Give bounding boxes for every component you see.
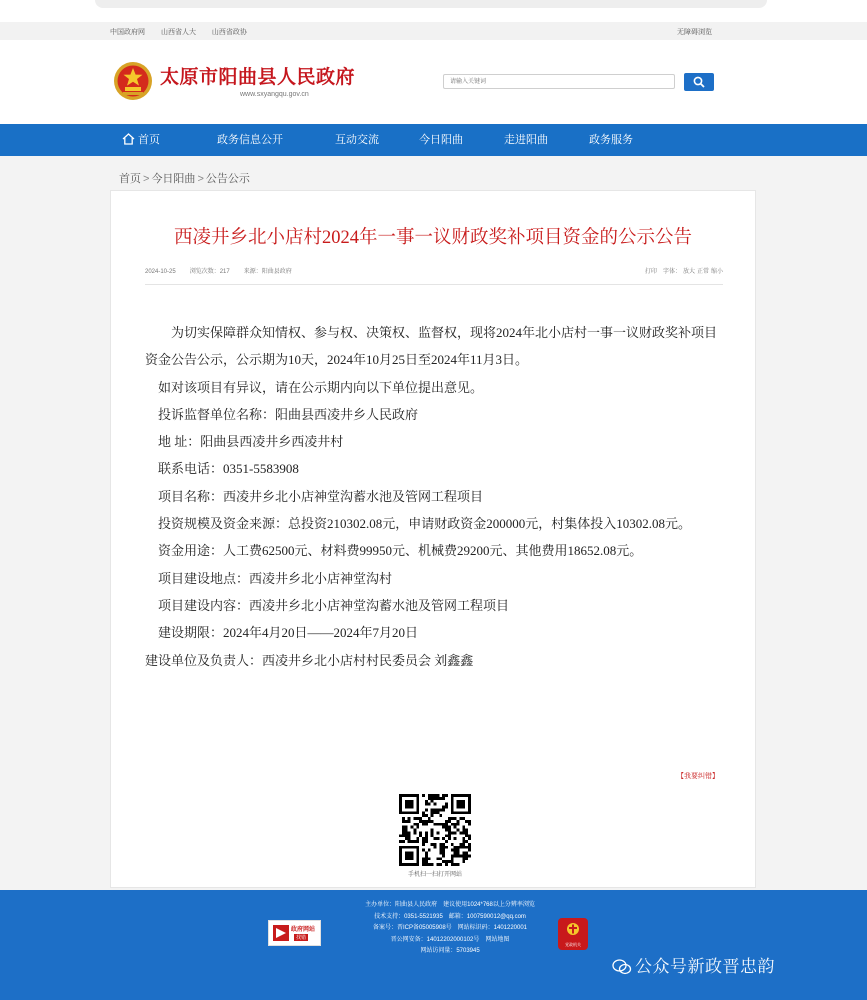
party-badge-label: 党政机关 <box>565 942 581 947</box>
paragraph-content: 项目建设内容：西凌井乡北小店神堂沟蓄水池及管网工程项目 <box>158 597 510 613</box>
accessibility-link[interactable]: 无障碍浏览 <box>677 29 712 36</box>
paragraph-objection: 如对该项目有异议，请在公示期内向以下单位提出意见。 <box>158 379 484 395</box>
breadcrumb-home[interactable]: 首页 <box>119 173 141 185</box>
wechat-icon <box>612 959 632 975</box>
breadcrumb-separator: > <box>197 173 204 185</box>
site-footer <box>0 890 867 1000</box>
top-link-cppcc[interactable]: 山西省政协 <box>211 29 247 36</box>
paragraph-supervisor: 投诉监督单位名称：阳曲县西凌井乡人民政府 <box>158 406 419 422</box>
publish-date: 2024-10-25 <box>145 269 176 275</box>
breadcrumb-notices[interactable]: 公告公示 <box>205 173 250 185</box>
site-header <box>0 40 867 125</box>
main-nav <box>0 124 867 156</box>
footer-police-record[interactable]: 晋公网安备：14012202000102号 网站地图 <box>390 936 510 943</box>
footer-sponsor: 主办单位：阳曲县人民政府 建议使用1024*768以上分辨率浏览 <box>365 902 535 908</box>
article-body <box>145 319 727 674</box>
top-link-bar <box>0 22 867 40</box>
search-icon <box>693 76 705 88</box>
view-count-value: 217 <box>219 269 230 275</box>
font-small-button[interactable]: 缩小 <box>710 269 723 275</box>
gov-site-badge[interactable] <box>268 920 321 946</box>
footer-icp: 备案号：晋ICP备05005908号 网站标识码：1401220001 <box>372 925 528 931</box>
paragraph-project-name: 项目名称：西凌井乡北小店神堂沟蓄水池及管网工程项目 <box>158 488 484 504</box>
paragraph-period: 建设期限：2024年4月20日——2024年7月20日 <box>158 625 419 641</box>
source-label: 来源： <box>243 269 262 275</box>
footer-info <box>320 900 580 958</box>
print-button[interactable]: 打印 <box>644 269 657 275</box>
article-panel <box>110 190 756 888</box>
national-emblem-icon <box>113 61 153 101</box>
nav-gov-services[interactable]: 政务服务 <box>589 134 633 146</box>
nav-info-disclosure[interactable]: 政务信息公开 <box>217 134 283 146</box>
gov-site-badge-icon <box>272 924 290 942</box>
gov-badge-sub: 找错 <box>296 935 307 941</box>
nav-about-yangqu[interactable]: 走进阳曲 <box>504 134 548 146</box>
watermark-text: 公众号新政晋忠韵 <box>635 957 775 976</box>
party-emblem-icon <box>566 922 580 936</box>
wechat-watermark <box>612 952 775 977</box>
gov-badge-title: 政府网站 <box>291 927 316 933</box>
view-count <box>190 269 230 275</box>
paragraph-builder: 建设单位及负责人：西凌井乡北小店村村民委员会 刘鑫鑫 <box>145 652 474 668</box>
paragraph-location: 项目建设地点：西凌井乡北小店神堂沟村 <box>158 570 393 586</box>
nav-home[interactable] <box>122 124 160 156</box>
site-title: 太原市阳曲县人民政府 <box>160 67 356 88</box>
home-icon <box>122 133 135 145</box>
breadcrumb <box>119 170 250 186</box>
article-meta <box>145 266 723 285</box>
nav-interaction[interactable]: 互动交流 <box>335 134 379 146</box>
party-gov-badge[interactable] <box>558 918 588 950</box>
article-source <box>244 269 292 275</box>
breadcrumb-separator: > <box>143 173 150 185</box>
top-link-npc[interactable]: 山西省人大 <box>160 29 196 36</box>
footer-tech-support: 技术支持：0351-5521935 邮箱：1007590012@qq.com <box>374 913 526 920</box>
source-value: 阳曲县政府 <box>261 269 292 275</box>
site-url: www.sxyangqu.gov.cn <box>240 91 309 98</box>
top-link-gov[interactable]: 中国政府网 <box>110 29 145 36</box>
article-title: 西凌井乡北小店村2024年一事一议财政奖补项目资金的公示公告 <box>173 228 692 248</box>
search-button[interactable] <box>684 73 714 91</box>
qr-code-icon <box>399 794 471 866</box>
font-size-label: 字体： <box>662 269 681 275</box>
search-input[interactable] <box>443 74 675 89</box>
paragraph-investment: 投资规模及资金来源：总投资210302.08元，申请财政资金200000元，村集体投入10302.08元。 <box>158 516 692 532</box>
paragraph-intro: 为切实保障群众知情权、参与权、决策权、监督权，现将2024年北小店村一事一议财政奖补项目资金公告公示，公示期为10天，2024年10月25日至2024年11月3日。 <box>145 325 718 368</box>
nav-today-yangqu[interactable]: 今日阳曲 <box>419 134 463 146</box>
view-count-label: 浏览次数： <box>189 269 220 275</box>
report-error-link[interactable]: 【我要纠错】 <box>677 773 719 780</box>
paragraph-fund-usage: 资金用途：人工费62500元、材料费99950元、机械费29200元、其他费用18652.08元。 <box>158 543 643 559</box>
paragraph-address: 地 址：阳曲县西凌井乡西凌井村 <box>158 434 344 450</box>
nav-home-label: 首页 <box>138 134 160 146</box>
qr-caption: 手机扫一扫打开网站 <box>407 872 462 878</box>
paragraph-phone: 联系电话：0351-5583908 <box>158 461 299 477</box>
browser-address-bar <box>95 0 767 8</box>
font-large-button[interactable]: 放大 <box>682 269 695 275</box>
footer-visits: 网站访问量：5703945 <box>420 948 480 954</box>
browser-strip <box>0 0 867 22</box>
font-normal-button[interactable]: 正常 <box>696 269 709 275</box>
breadcrumb-today-yangqu[interactable]: 今日阳曲 <box>151 173 196 185</box>
top-links <box>110 27 261 37</box>
